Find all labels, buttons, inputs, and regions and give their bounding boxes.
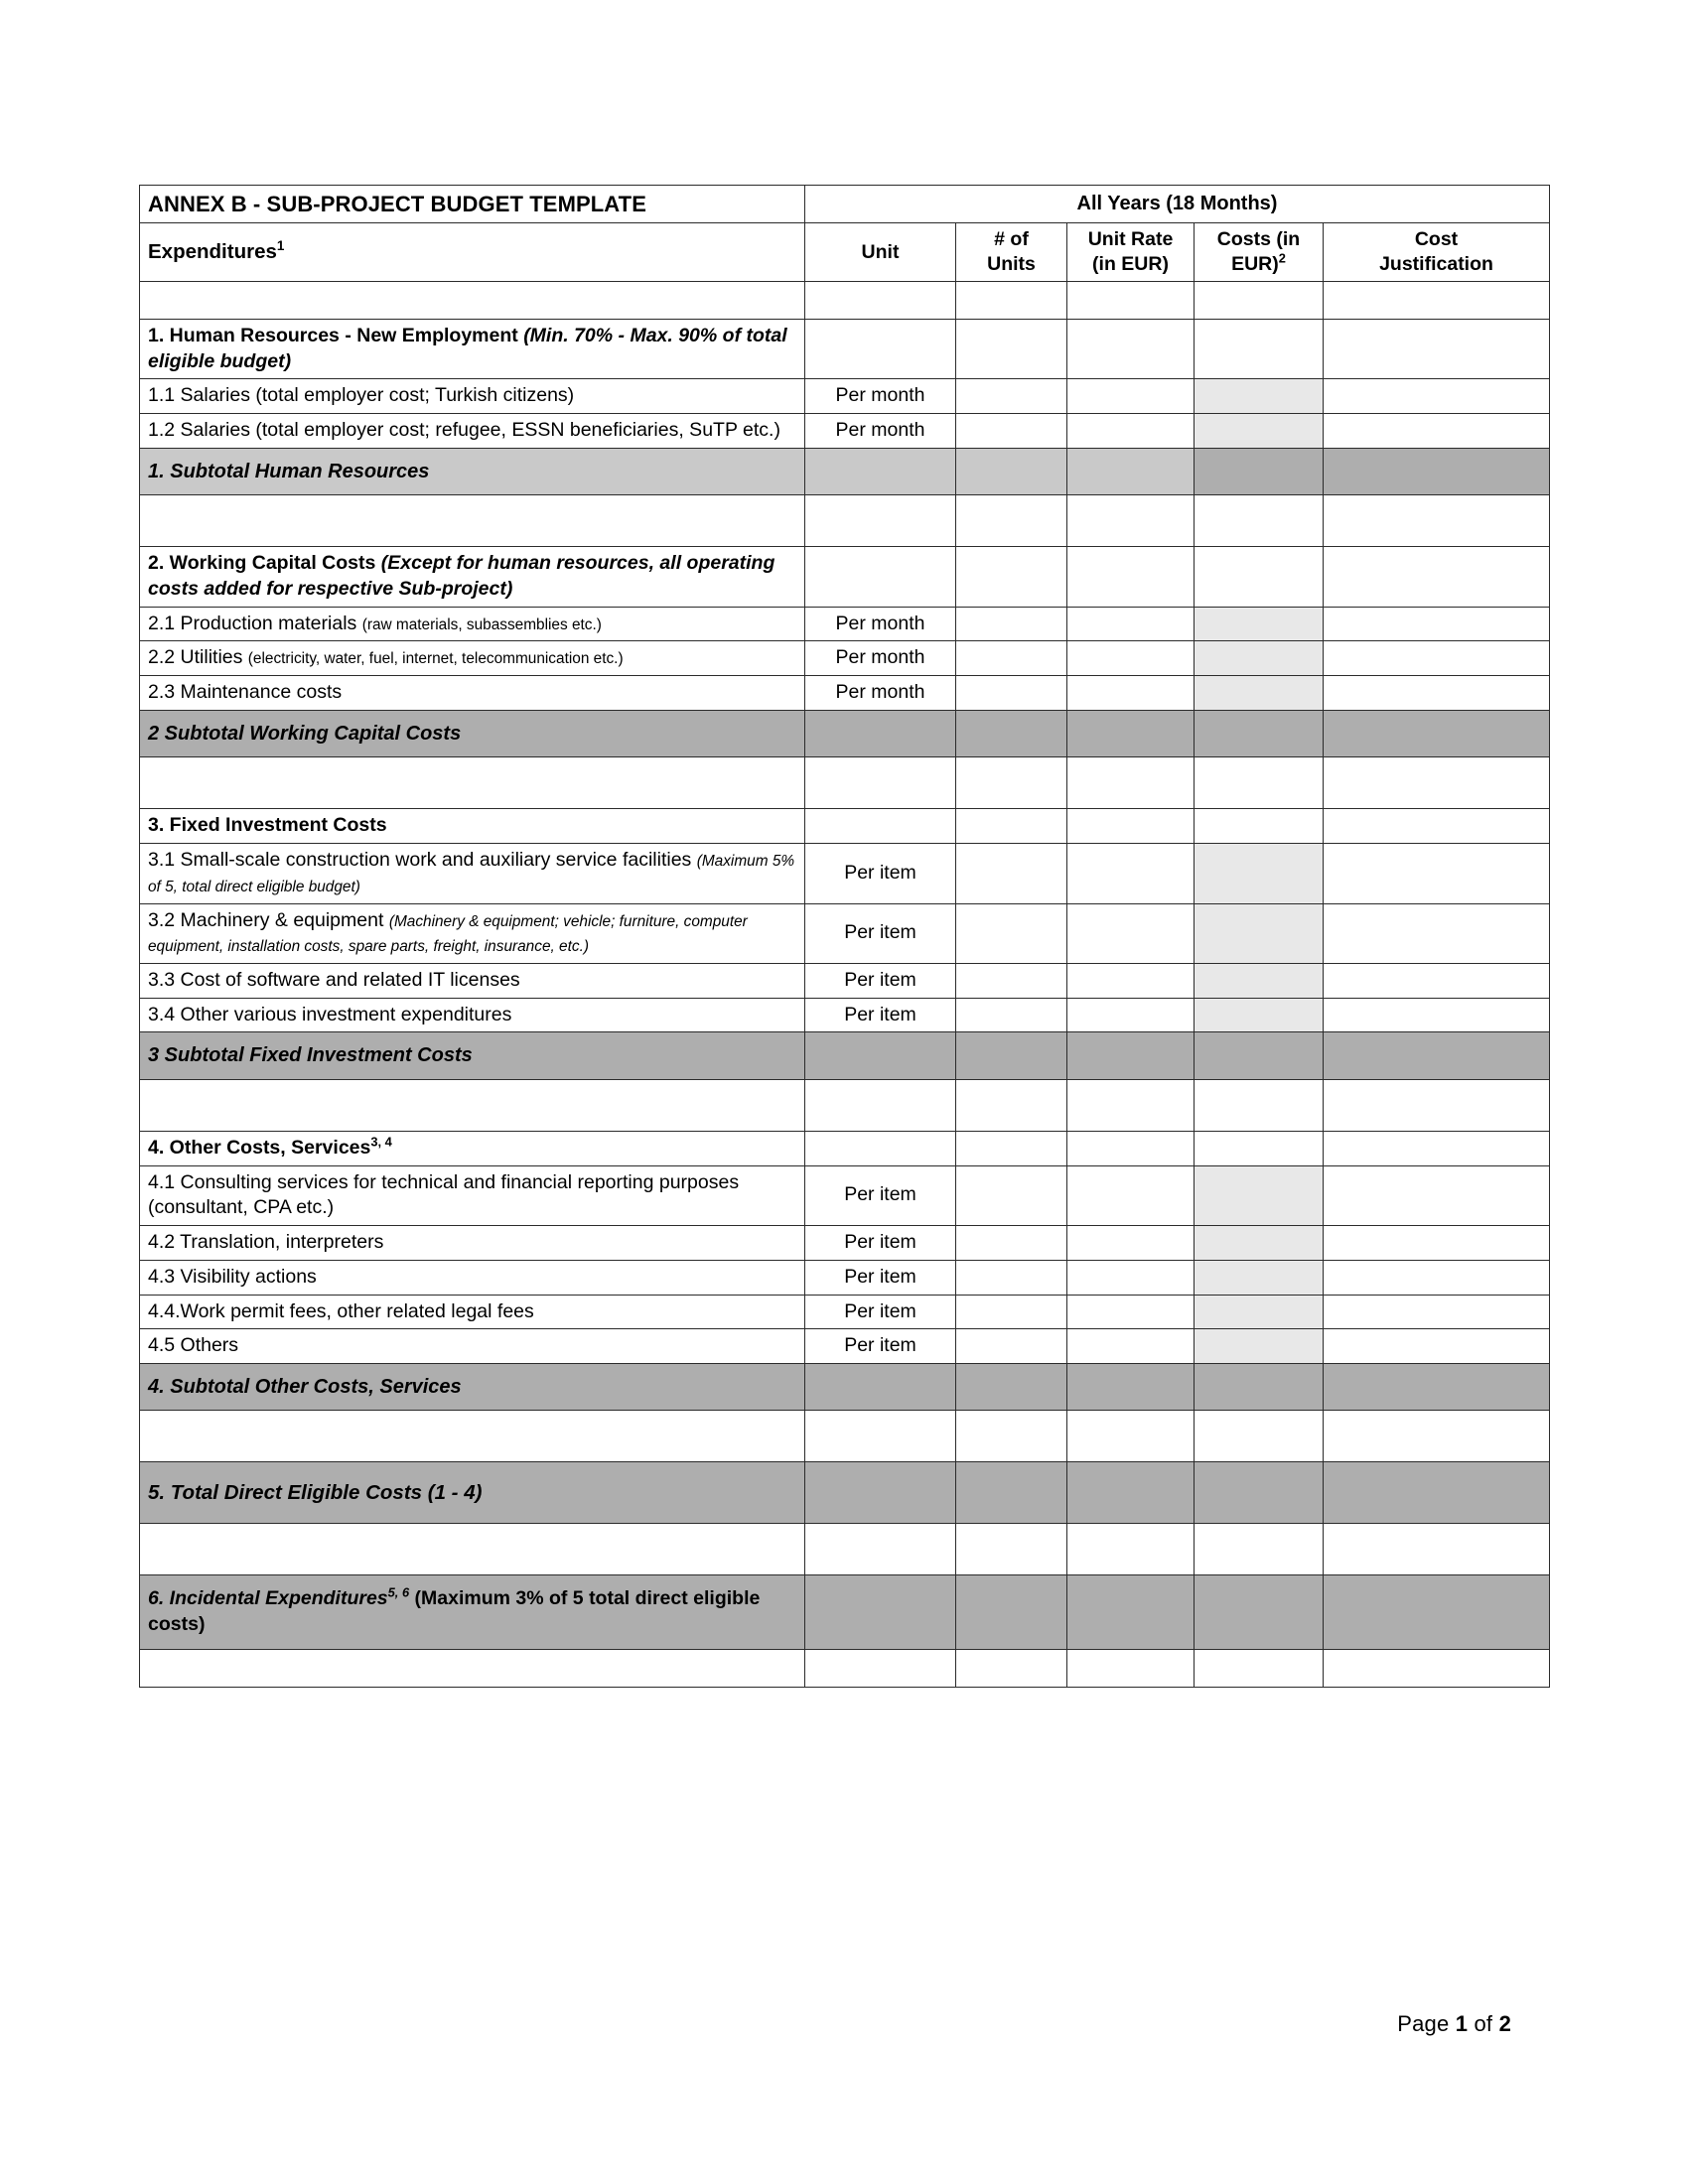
row-numunits-4-2[interactable] <box>956 1226 1067 1261</box>
row-unit-4-2: Per item <box>805 1226 956 1261</box>
section-4-heading-numunits[interactable] <box>956 1131 1067 1165</box>
row-label-4-4: 4.4.Work permit fees, other related legal fees <box>140 1295 805 1329</box>
column-header-costs <box>1195 223 1324 282</box>
subtotal-row-2 <box>140 710 1550 756</box>
footer-total-pages: 2 <box>1498 2011 1511 2036</box>
subtotal-numunits-4 <box>956 1364 1067 1411</box>
spacer-cell <box>956 281 1067 319</box>
row-just-4-3[interactable] <box>1324 1260 1550 1295</box>
row-costs-3-2[interactable] <box>1195 903 1324 963</box>
section-1-heading-italic: (Min. 70% - Max. 90% of total eligible budget) <box>148 324 787 372</box>
spacer-cell <box>1067 495 1195 547</box>
table-row <box>140 676 1550 711</box>
spacer-cell <box>1324 1649 1550 1687</box>
section-1-heading-unit[interactable] <box>805 319 956 378</box>
spacer-cell <box>140 757 805 809</box>
spacer-cell <box>1067 281 1195 319</box>
row-unit-1-2: Per month <box>805 414 956 449</box>
total-numunits-5 <box>956 1462 1067 1524</box>
section-1-heading-main: 1. Human Resources - New Employment <box>148 324 524 346</box>
row-just-4-5[interactable] <box>1324 1329 1550 1364</box>
spacer-cell <box>805 1524 956 1575</box>
incidental-costs <box>1195 1575 1324 1649</box>
total-just-5 <box>1324 1462 1550 1524</box>
subtotal-label-4: 4. Subtotal Other Costs, Services <box>140 1364 805 1411</box>
cost-just-line2: Justification <box>1379 252 1493 275</box>
row-numunits-1-2[interactable] <box>956 414 1067 449</box>
unit-rate-line2: (in EUR) <box>1092 252 1169 275</box>
spacer-cell <box>140 1411 805 1462</box>
row-unit-2-2: Per month <box>805 641 956 676</box>
section-4-heading-row <box>140 1131 1550 1165</box>
total-rate-5 <box>1067 1462 1195 1524</box>
row-numunits-1-1[interactable] <box>956 379 1067 414</box>
table-row <box>140 844 1550 903</box>
num-units-line1: # of <box>994 228 1029 251</box>
row-rate-4-4[interactable] <box>1067 1295 1195 1329</box>
budget-sheet <box>139 185 1549 1688</box>
spacer-cell <box>1195 1411 1324 1462</box>
section-4-heading <box>140 1131 805 1165</box>
total-costs-5 <box>1195 1462 1324 1524</box>
spacer-cell <box>1195 281 1324 319</box>
row-label-2-2-main: 2.2 Utilities <box>148 646 248 669</box>
row-numunits-4-3[interactable] <box>956 1260 1067 1295</box>
row-rate-3-3[interactable] <box>1067 964 1195 999</box>
subtotal-numunits-2 <box>956 710 1067 756</box>
subtotal-just-1 <box>1324 448 1550 494</box>
row-label-4-5: 4.5 Others <box>140 1329 805 1364</box>
row-rate-1-1[interactable] <box>1067 379 1195 414</box>
column-header-unit: Unit <box>805 223 956 282</box>
total-row-5 <box>140 1462 1550 1524</box>
spacer-cell <box>805 757 956 809</box>
spacer-cell <box>956 1524 1067 1575</box>
spacer-row <box>140 281 1550 319</box>
row-rate-2-2[interactable] <box>1067 641 1195 676</box>
row-just-1-2[interactable] <box>1324 414 1550 449</box>
spacer-cell <box>1195 1524 1324 1575</box>
row-costs-2-3[interactable] <box>1195 676 1324 711</box>
table-row <box>140 1226 1550 1261</box>
subtotal-rate-3 <box>1067 1032 1195 1079</box>
section-3-heading-just[interactable] <box>1324 809 1550 844</box>
row-costs-2-1[interactable] <box>1195 607 1324 641</box>
table-row <box>140 1329 1550 1364</box>
spacer-cell <box>1195 495 1324 547</box>
subtotal-just-3 <box>1324 1032 1550 1079</box>
row-costs-1-2[interactable] <box>1195 414 1324 449</box>
incidental-footnote-marker: 5, 6 <box>387 1584 410 1600</box>
row-unit-3-2: Per item <box>805 903 956 963</box>
spacer-cell <box>140 495 805 547</box>
row-numunits-3-3[interactable] <box>956 964 1067 999</box>
row-label-2-1 <box>140 607 805 641</box>
expenditures-footnote-marker: 1 <box>276 238 285 254</box>
num-units-line2: Units <box>987 252 1036 275</box>
row-numunits-2-2[interactable] <box>956 641 1067 676</box>
subtotal-unit-4 <box>805 1364 956 1411</box>
table-row <box>140 641 1550 676</box>
row-rate-4-2[interactable] <box>1067 1226 1195 1261</box>
row-numunits-4-1[interactable] <box>956 1165 1067 1225</box>
row-unit-3-3: Per item <box>805 964 956 999</box>
spacer-cell <box>805 1411 956 1462</box>
spacer-cell <box>140 281 805 319</box>
section-2-heading <box>140 547 805 607</box>
row-just-3-3[interactable] <box>1324 964 1550 999</box>
spacer-cell <box>1067 1079 1195 1131</box>
row-numunits-4-4[interactable] <box>956 1295 1067 1329</box>
row-rate-3-1[interactable] <box>1067 844 1195 903</box>
subtotal-unit-1 <box>805 448 956 494</box>
unit-rate-line1: Unit Rate <box>1087 228 1174 251</box>
subtotal-rate-2 <box>1067 710 1195 756</box>
row-label-4-1: 4.1 Consulting services for technical and financial reporting purposes (consultant, CPA etc.) <box>140 1165 805 1225</box>
row-label-3-1 <box>140 844 805 903</box>
row-just-4-1[interactable] <box>1324 1165 1550 1225</box>
cost-just-line1: Cost <box>1414 228 1459 251</box>
row-unit-4-1: Per item <box>805 1165 956 1225</box>
spacer-cell <box>140 1079 805 1131</box>
period-header: All Years (18 Months) <box>805 186 1550 223</box>
section-2-heading-just[interactable] <box>1324 547 1550 607</box>
spacer-cell <box>140 1524 805 1575</box>
row-label-2-1-main: 2.1 Production materials <box>148 612 362 634</box>
page-title: ANNEX B - SUB-PROJECT BUDGET TEMPLATE <box>140 186 805 223</box>
row-label-3-1-main: 3.1 Small-scale construction work and auxiliary service facilities <box>148 849 697 872</box>
section-1-heading-just[interactable] <box>1324 319 1550 378</box>
section-4-footnote-marker: 3, 4 <box>370 1134 392 1150</box>
subtotal-unit-2 <box>805 710 956 756</box>
spacer-cell <box>1195 1079 1324 1131</box>
row-costs-1-1[interactable] <box>1195 379 1324 414</box>
table-row <box>140 998 1550 1032</box>
table-row <box>140 379 1550 414</box>
row-costs-3-1[interactable] <box>1195 844 1324 903</box>
row-unit-4-4: Per item <box>805 1295 956 1329</box>
row-label-2-3: 2.3 Maintenance costs <box>140 676 805 711</box>
section-2-heading-numunits[interactable] <box>956 547 1067 607</box>
spacer-cell <box>1324 1524 1550 1575</box>
section-3-heading-numunits[interactable] <box>956 809 1067 844</box>
spacer-row <box>140 1411 1550 1462</box>
spacer-cell <box>1324 1079 1550 1131</box>
incidental-expenditures-row <box>140 1575 1550 1649</box>
table-row <box>140 903 1550 963</box>
row-label-2-1-note: (raw materials, subassemblies etc.) <box>361 615 602 633</box>
row-numunits-3-4[interactable] <box>956 998 1067 1032</box>
row-label-4-3: 4.3 Visibility actions <box>140 1260 805 1295</box>
row-costs-4-3[interactable] <box>1195 1260 1324 1295</box>
row-label-1-1: 1.1 Salaries (total employer cost; Turkish citizens) <box>140 379 805 414</box>
row-rate-4-1[interactable] <box>1067 1165 1195 1225</box>
row-label-3-2 <box>140 903 805 963</box>
spacer-cell <box>956 495 1067 547</box>
row-costs-3-3[interactable] <box>1195 964 1324 999</box>
row-label-2-2 <box>140 641 805 676</box>
row-just-3-1[interactable] <box>1324 844 1550 903</box>
spacer-cell <box>1324 757 1550 809</box>
section-2-heading-unit[interactable] <box>805 547 956 607</box>
incidental-unit <box>805 1575 956 1649</box>
section-2-heading-costs[interactable] <box>1195 547 1324 607</box>
spacer-row <box>140 1524 1550 1575</box>
row-unit-4-3: Per item <box>805 1260 956 1295</box>
table-row <box>140 1165 1550 1225</box>
section-4-heading-rate[interactable] <box>1067 1131 1195 1165</box>
table-row <box>140 1260 1550 1295</box>
table-row <box>140 964 1550 999</box>
row-costs-3-4[interactable] <box>1195 998 1324 1032</box>
section-1-heading-row <box>140 319 1550 378</box>
column-header-num-units <box>956 223 1067 282</box>
table-row <box>140 414 1550 449</box>
table-title-row <box>140 186 1550 223</box>
subtotal-row-4 <box>140 1364 1550 1411</box>
row-label-2-2-note: (electricity, water, fuel, internet, telecommunication etc.) <box>247 650 624 668</box>
spacer-row <box>140 495 1550 547</box>
subtotal-unit-3 <box>805 1032 956 1079</box>
row-unit-1-1: Per month <box>805 379 956 414</box>
spacer-cell <box>140 1649 805 1687</box>
subtotal-numunits-3 <box>956 1032 1067 1079</box>
section-2-heading-rate[interactable] <box>1067 547 1195 607</box>
costs-line1: Costs (in <box>1216 228 1301 251</box>
row-label-3-3: 3.3 Cost of software and related IT licenses <box>140 964 805 999</box>
row-label-3-1-note: (Maximum 5% of 5, total direct eligible budget) <box>148 853 795 895</box>
spacer-cell <box>1324 281 1550 319</box>
footer-middle: of <box>1474 2011 1493 2036</box>
row-costs-4-2[interactable] <box>1195 1226 1324 1261</box>
spacer-cell <box>805 1649 956 1687</box>
section-3-heading-costs[interactable] <box>1195 809 1324 844</box>
spacer-cell <box>1195 757 1324 809</box>
row-just-4-4[interactable] <box>1324 1295 1550 1329</box>
row-costs-2-2[interactable] <box>1195 641 1324 676</box>
spacer-row <box>140 1649 1550 1687</box>
subtotal-numunits-1 <box>956 448 1067 494</box>
row-label-4-2: 4.2 Translation, interpreters <box>140 1226 805 1261</box>
footer-page-number: 1 <box>1455 2011 1469 2036</box>
row-rate-4-3[interactable] <box>1067 1260 1195 1295</box>
row-unit-2-3: Per month <box>805 676 956 711</box>
section-2-heading-main: 2. Working Capital Costs <box>148 552 381 575</box>
row-numunits-3-2[interactable] <box>956 903 1067 963</box>
row-rate-3-4[interactable] <box>1067 998 1195 1032</box>
spacer-cell <box>956 1649 1067 1687</box>
row-just-1-1[interactable] <box>1324 379 1550 414</box>
subtotal-costs-4 <box>1195 1364 1324 1411</box>
incidental-label <box>140 1575 805 1649</box>
incidental-condition: (Maximum 3% of 5 total direct eligible costs) <box>148 1587 761 1636</box>
row-rate-4-5[interactable] <box>1067 1329 1195 1364</box>
section-2-heading-row <box>140 547 1550 607</box>
costs-line2: EUR) <box>1231 252 1279 275</box>
spacer-cell <box>805 281 956 319</box>
incidental-rate <box>1067 1575 1195 1649</box>
budget-table <box>139 185 1550 1688</box>
row-rate-3-2[interactable] <box>1067 903 1195 963</box>
spacer-cell <box>1067 757 1195 809</box>
row-just-2-2[interactable] <box>1324 641 1550 676</box>
subtotal-just-4 <box>1324 1364 1550 1411</box>
row-just-3-4[interactable] <box>1324 998 1550 1032</box>
subtotal-rate-4 <box>1067 1364 1195 1411</box>
section-4-heading-just[interactable] <box>1324 1131 1550 1165</box>
subtotal-label-3: 3 Subtotal Fixed Investment Costs <box>140 1032 805 1079</box>
spacer-cell <box>956 1079 1067 1131</box>
column-header-unit-rate <box>1067 223 1195 282</box>
row-costs-4-1[interactable] <box>1195 1165 1324 1225</box>
row-unit-2-1: Per month <box>805 607 956 641</box>
column-header-expenditures <box>140 223 805 282</box>
row-just-2-3[interactable] <box>1324 676 1550 711</box>
section-4-heading-costs[interactable] <box>1195 1131 1324 1165</box>
spacer-cell <box>1195 1649 1324 1687</box>
spacer-cell <box>1067 1649 1195 1687</box>
row-numunits-4-5[interactable] <box>956 1329 1067 1364</box>
spacer-cell <box>1067 1411 1195 1462</box>
row-label-3-2-note: (Machinery & equipment; vehicle; furniture, computer equipment, installation costs, spare parts, freight, insurance, etc.) <box>148 912 748 956</box>
row-rate-2-3[interactable] <box>1067 676 1195 711</box>
section-3-heading-row <box>140 809 1550 844</box>
section-1-heading-costs[interactable] <box>1195 319 1324 378</box>
row-just-2-1[interactable] <box>1324 607 1550 641</box>
subtotal-label-2: 2 Subtotal Working Capital Costs <box>140 710 805 756</box>
subtotal-label-1: 1. Subtotal Human Resources <box>140 448 805 494</box>
incidental-title: 6. Incidental Expenditures <box>148 1587 388 1610</box>
section-3-heading-unit[interactable] <box>805 809 956 844</box>
row-costs-4-4[interactable] <box>1195 1295 1324 1329</box>
spacer-cell <box>1324 1411 1550 1462</box>
subtotal-row-1 <box>140 448 1550 494</box>
table-column-header-row <box>140 223 1550 282</box>
subtotal-rate-1 <box>1067 448 1195 494</box>
incidental-numunits <box>956 1575 1067 1649</box>
subtotal-row-3 <box>140 1032 1550 1079</box>
row-numunits-2-1[interactable] <box>956 607 1067 641</box>
row-just-4-2[interactable] <box>1324 1226 1550 1261</box>
row-label-3-2-main: 3.2 Machinery & equipment <box>148 908 389 931</box>
row-unit-3-1: Per item <box>805 844 956 903</box>
section-4-heading-main: 4. Other Costs, Services <box>148 1136 371 1159</box>
section-3-heading-rate[interactable] <box>1067 809 1195 844</box>
row-unit-3-4: Per item <box>805 998 956 1032</box>
costs-footnote-marker: 2 <box>1278 250 1286 266</box>
row-numunits-3-1[interactable] <box>956 844 1067 903</box>
section-4-heading-unit[interactable] <box>805 1131 956 1165</box>
subtotal-just-2 <box>1324 710 1550 756</box>
table-row <box>140 607 1550 641</box>
footer-prefix: Page <box>1397 2011 1450 2036</box>
section-2-heading-italic: (Except for human resources, all operating costs added for respective Sub-project) <box>148 552 775 600</box>
section-1-heading <box>140 319 805 378</box>
total-label-5: 5. Total Direct Eligible Costs (1 - 4) <box>140 1462 805 1524</box>
spacer-cell <box>805 495 956 547</box>
row-label-3-4: 3.4 Other various investment expenditures <box>140 998 805 1032</box>
total-unit-5 <box>805 1462 956 1524</box>
spacer-row <box>140 1079 1550 1131</box>
subtotal-costs-2 <box>1195 710 1324 756</box>
spacer-cell <box>956 1411 1067 1462</box>
row-numunits-2-3[interactable] <box>956 676 1067 711</box>
spacer-row <box>140 757 1550 809</box>
row-rate-1-2[interactable] <box>1067 414 1195 449</box>
section-1-heading-rate[interactable] <box>1067 319 1195 378</box>
row-unit-4-5: Per item <box>805 1329 956 1364</box>
table-row <box>140 1295 1550 1329</box>
page-footer <box>1397 2011 1511 2037</box>
spacer-cell <box>1324 495 1550 547</box>
spacer-cell <box>805 1079 956 1131</box>
row-rate-2-1[interactable] <box>1067 607 1195 641</box>
row-costs-4-5[interactable] <box>1195 1329 1324 1364</box>
subtotal-costs-1 <box>1195 448 1324 494</box>
row-just-3-2[interactable] <box>1324 903 1550 963</box>
incidental-just <box>1324 1575 1550 1649</box>
subtotal-costs-3 <box>1195 1032 1324 1079</box>
section-3-heading: 3. Fixed Investment Costs <box>140 809 805 844</box>
expenditures-label: Expenditures <box>148 240 277 264</box>
spacer-cell <box>956 757 1067 809</box>
row-label-1-2: 1.2 Salaries (total employer cost; refugee, ESSN beneficiaries, SuTP etc.) <box>140 414 805 449</box>
section-1-heading-numunits[interactable] <box>956 319 1067 378</box>
spacer-cell <box>1067 1524 1195 1575</box>
column-header-cost-justification <box>1324 223 1550 282</box>
